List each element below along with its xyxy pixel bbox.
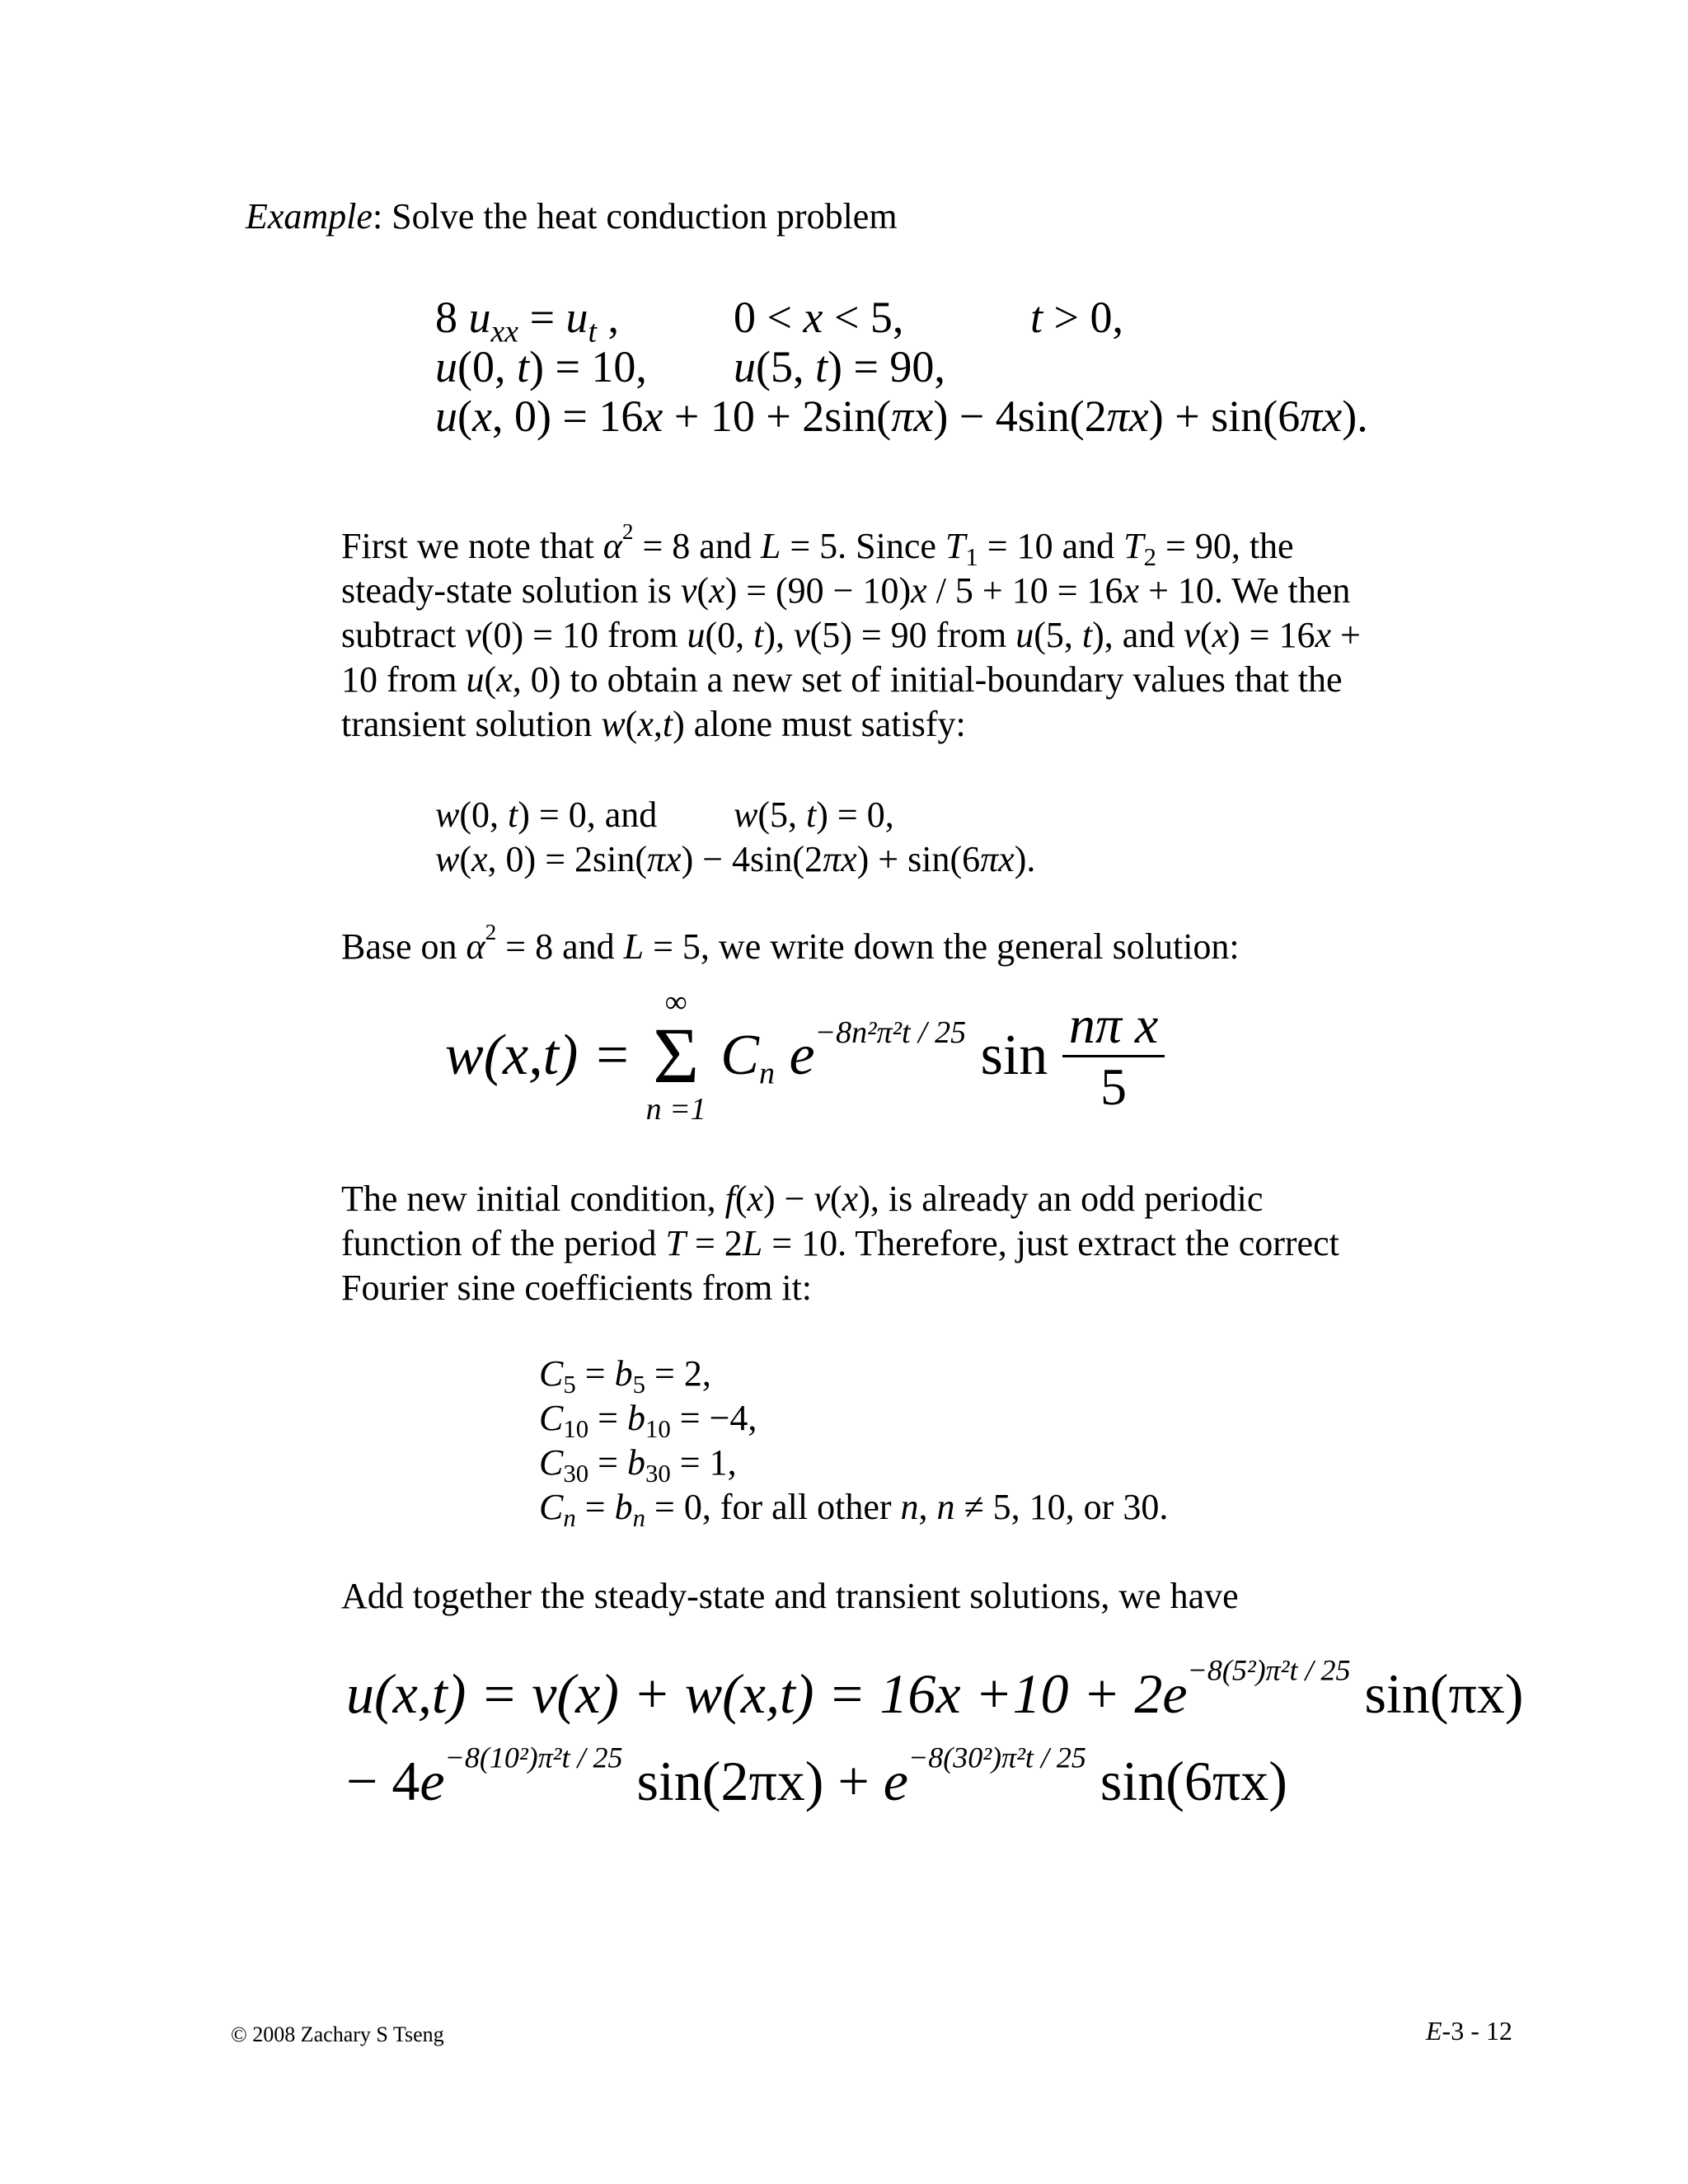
example-text: : Solve the heat conduction problem xyxy=(372,196,898,237)
page-number: E-3 - 12 xyxy=(1426,2016,1512,2046)
final-solution-line1 xyxy=(346,1653,1524,1731)
para3-line2: function of the period T = 2L = 10. Therefore, just extract the correct xyxy=(341,1223,1339,1263)
transient-bc-left: w(0, t) = 0, and xyxy=(435,794,658,835)
bc-right: u(5, t) = 90, xyxy=(734,342,945,391)
bc-left: u(0, t) = 10, xyxy=(435,342,647,391)
exponent-3: −8(30²)π²t / 25 xyxy=(907,1741,1086,1774)
initial-condition: u(x, 0) = 16x + 10 + 2sin(πx) − 4sin(2πx) + sin(6πx). xyxy=(435,391,1368,441)
transient-ic: w(x, 0) = 2sin(πx) − 4sin(2πx) + sin(6πx). xyxy=(435,839,1036,879)
example-intro xyxy=(246,194,898,239)
para1-line3: subtract v(0) = 10 from u(0, t), v(5) = 90 from u(5, t), and v(x) = 16x + xyxy=(341,615,1361,655)
general-solution-equation xyxy=(445,986,1165,1126)
domain-t: t > 0, xyxy=(1030,293,1123,342)
para3-line1: The new initial condition, f(x) − v(x), is already an odd periodic xyxy=(341,1179,1264,1219)
final-lhs: u(x,t) = v(x) + w(x,t) = 16x +10 + 2 xyxy=(346,1662,1163,1725)
final-sin-2pix: sin(2πx) + xyxy=(636,1750,884,1812)
exp-e: e xyxy=(1162,1662,1188,1725)
final-sin-6pix: sin(6πx) xyxy=(1100,1750,1287,1812)
coef-c10: $C_{10} = b_{10} = -4$, xyxy=(539,1398,757,1444)
domain-x: 0 < x < 5, xyxy=(734,293,904,342)
final-lead: − 4 xyxy=(346,1750,420,1812)
transient-bc-right: w(5, t) = 0, xyxy=(734,794,894,835)
exponent-1: −8(5²)π²t / 25 xyxy=(1187,1653,1351,1687)
exp-e: e xyxy=(883,1750,908,1812)
exp-e: e xyxy=(420,1750,445,1812)
general-lhs: w(x,t) = xyxy=(445,1024,632,1087)
summation: ∞ Σ n =1 xyxy=(645,985,706,1127)
para1-line5: transient solution w(x,t) alone must satisfy: xyxy=(341,704,966,744)
footer-copyright: © 2008 Zachary S Tseng xyxy=(231,2022,444,2046)
pde-line: 8 $u_{xx} = u_t$ , xyxy=(435,293,620,349)
general-coef: $C_n$ $e^{-8n^2\pi^2t / 25}$ sin xyxy=(720,1015,1048,1091)
paragraph-general: Base on $\alpha^2 = 8$ and L = 5, we write down the general solution: xyxy=(341,919,1240,967)
coef-c30: $C_{30} = b_{30} = 1$, xyxy=(539,1442,737,1488)
para1-line4: 10 from u(x, 0) to obtain a new set of initial-boundary values that the xyxy=(341,659,1343,700)
coef-c5: $C_5 = b_5 = 2$, xyxy=(539,1353,711,1399)
para1-line1: First we note that $\alpha^2 = 8$ and L = 5. Since $T_1 = 10$ and $T_2 = 90$, the xyxy=(341,518,1294,572)
general-fraction: $\frac{\text{nπ x}}{5}$ xyxy=(1062,996,1165,1117)
coef-cn: $C_n = b_n = 0$, for all other n, n ≠ 5, 10, or 30. xyxy=(539,1487,1169,1533)
para3-line3: Fourier sine coefficients from it: xyxy=(341,1268,813,1308)
example-label: Example xyxy=(246,196,373,237)
final-solution-line2 xyxy=(346,1741,1287,1818)
para1-line2: steady-state solution is v(x) = (90 − 10)x / 5 + 10 = 16x + 10. We then xyxy=(341,570,1351,611)
paragraph-final: Add together the steady-state and transient solutions, we have xyxy=(341,1576,1239,1616)
final-sin-pix: sin(πx) xyxy=(1364,1662,1524,1725)
exponent-2: −8(10²)π²t / 25 xyxy=(444,1741,623,1774)
